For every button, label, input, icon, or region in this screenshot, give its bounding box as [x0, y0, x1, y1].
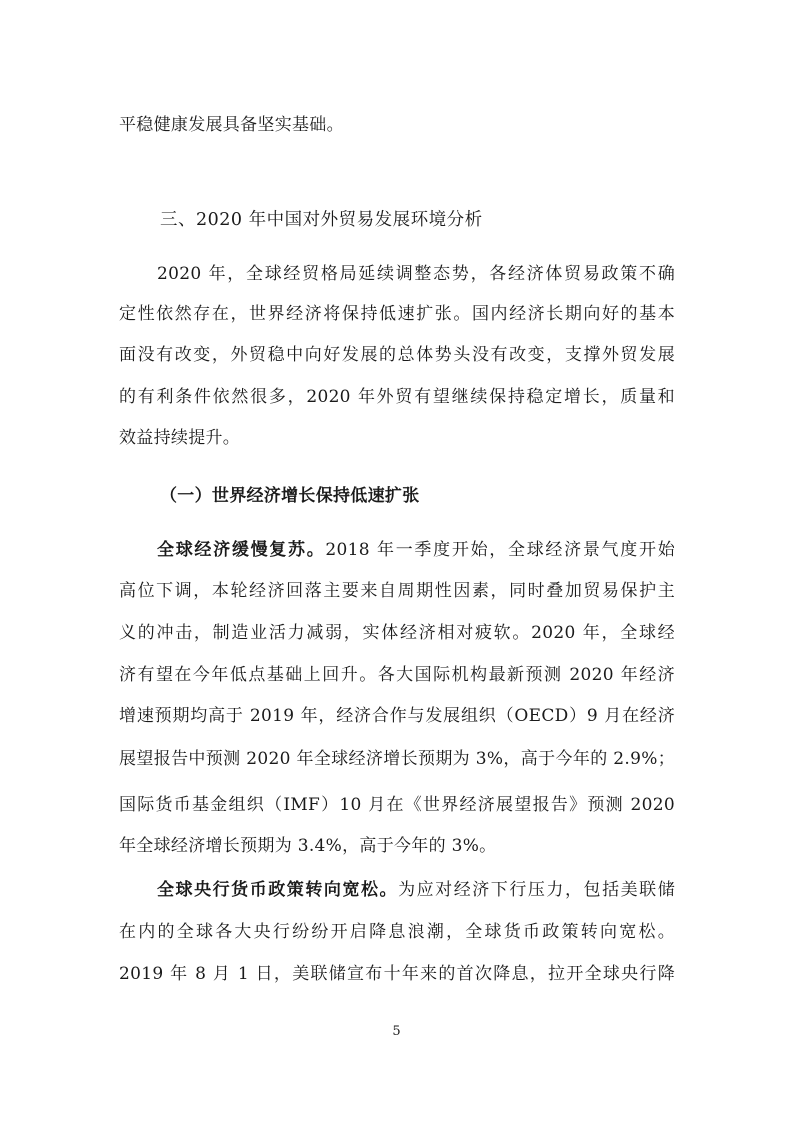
- paragraph-line: 定性依然存在，世界经济将保持低速扩张。国内经济长期向好的基本: [119, 304, 675, 324]
- paragraph-line: 高位下调，本轮经济回落主要来自周期性因素，同时叠加贸易保护主: [119, 581, 675, 601]
- intro-line: 平稳健康发展具备坚实基础。: [119, 115, 344, 135]
- paragraph-text: 为应对经济下行压力，包括美联储: [398, 880, 675, 900]
- paragraph-line: 增速预期均高于 2019 年，经济合作与发展组织（OECD）9 月在经济: [119, 706, 675, 726]
- paragraph-line: 2019 年 8 月 1 日，美联储宣布十年来的首次降息，拉开全球央行降: [119, 964, 675, 984]
- paragraph-line: [157, 878, 675, 902]
- paragraph-line: 2020 年，全球经贸格局延续调整态势，各经济体贸易政策不确: [157, 264, 675, 284]
- paragraph-line: 效益持续提升。: [119, 428, 241, 448]
- page-number: 5: [392, 1024, 401, 1039]
- paragraph-line: 年全球经济增长预期为 3.4%，高于今年的 3%。: [119, 836, 497, 856]
- paragraph-line: 展望报告中预测 2020 年全球经济增长预期为 3%，高于今年的 2.9%；: [119, 749, 675, 769]
- lead-phrase: 全球央行货币政策转向宽松。: [157, 880, 399, 900]
- paragraph-line: 的有利条件依然很多，2020 年外贸有望继续保持稳定增长，质量和: [119, 387, 675, 407]
- paragraph-line: 在内的全球各大央行纷纷开启降息浪潮，全球货币政策转向宽松。: [119, 922, 675, 942]
- section-heading: 三、2020 年中国对外贸易发展环境分析: [160, 210, 483, 230]
- paragraph-line: 义的冲击，制造业活力减弱，实体经济相对疲软。2020 年，全球经: [119, 623, 675, 643]
- paragraph-line: 面没有改变，外贸稳中向好发展的总体势头没有改变，支撑外贸发展: [119, 345, 675, 365]
- paragraph-line: 济有望在今年低点基础上回升。各大国际机构最新预测 2020 年经济: [119, 665, 675, 685]
- subsection-heading: （一）世界经济增长保持低速扩张: [160, 486, 420, 506]
- lead-phrase: 全球经济缓慢复苏。: [157, 540, 326, 560]
- paragraph-line: [157, 538, 675, 562]
- paragraph-text: 2018 年一季度开始，全球经济景气度开始: [325, 540, 675, 560]
- paragraph-line: 国际货币基金组织（IMF）10 月在《世界经济展望报告》预测 2020: [119, 795, 675, 815]
